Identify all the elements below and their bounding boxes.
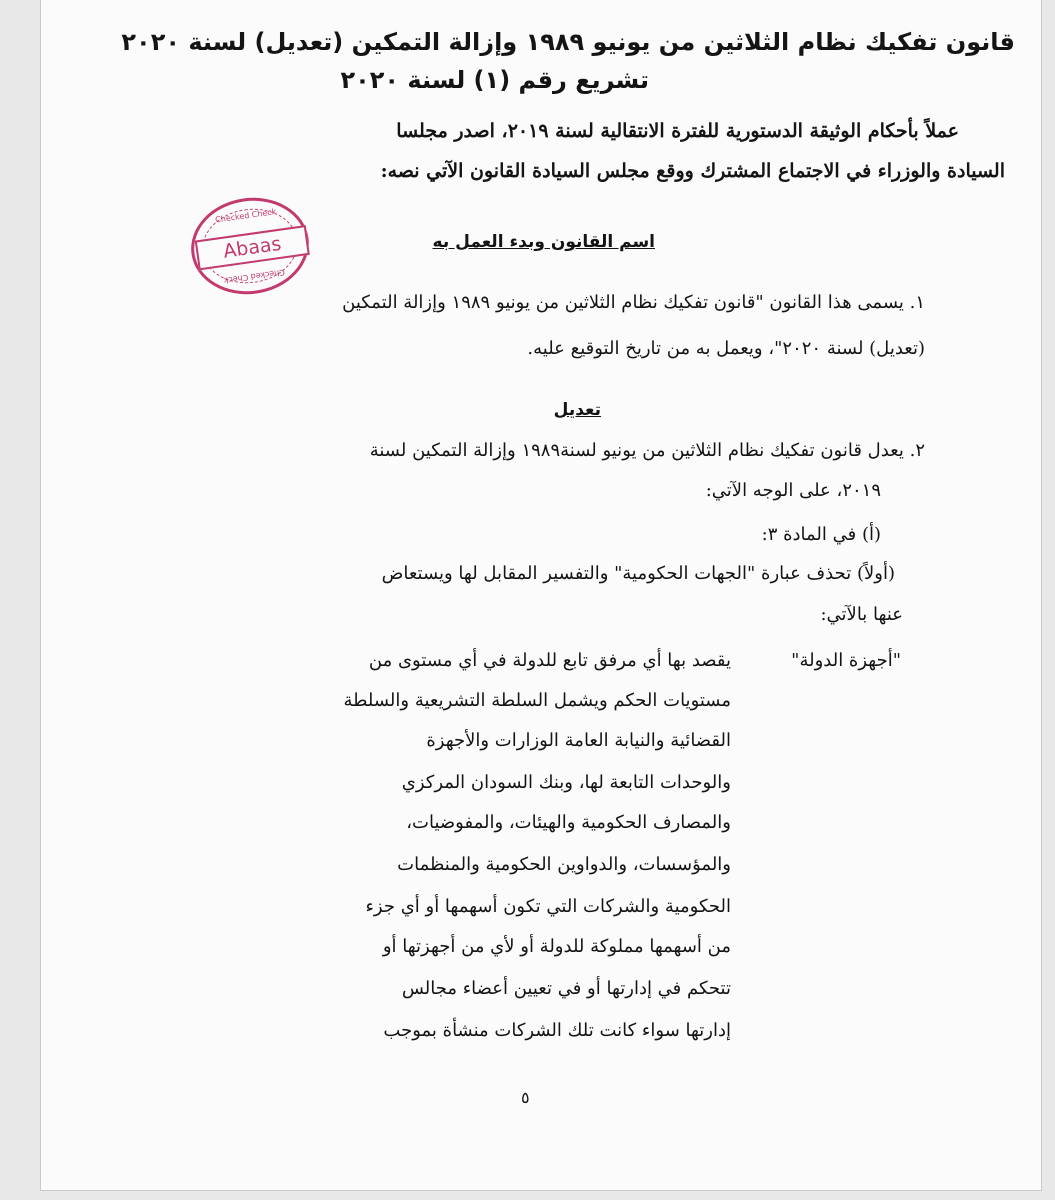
- stamp-arc-text-bottom: Checked Check: [223, 267, 286, 285]
- definition-line-5: والمصارف الحكومية والهيئات، والمفوضيات،: [406, 812, 731, 833]
- page-number: ٥: [521, 1088, 530, 1107]
- definition-line-7: الحكومية والشركات التي تكون أسهمها أو أي جزء: [365, 896, 731, 917]
- document-title-line-1: قانون تفكيك نظام الثلاثين من يونيو ١٩٨٩ وإزالة التمكين (تعديل) لسنة ٢٠٢٠: [121, 28, 1015, 56]
- definition-line-2: مستويات الحكم ويشمل السلطة التشريعية والسلطة: [343, 690, 731, 711]
- definition-line-9: تتحكم في إدارتها أو في تعيين أعضاء مجالس: [401, 978, 731, 999]
- section-heading-amendment: تعديل: [553, 400, 601, 420]
- clause-1-line-1: ١. يسمى هذا القانون "قانون تفكيك نظام الثلاثين من يونيو ١٩٨٩ وإزالة التمكين: [342, 292, 925, 313]
- clause-1-line-2: (تعديل) لسنة ٢٠٢٠"، ويعمل به من تاريخ التوقيع عليه.: [527, 338, 925, 359]
- definition-line-1: يقصد بها أي مرفق تابع للدولة في أي مستوى من: [368, 650, 731, 671]
- definition-line-10: إدارتها سواء كانت تلك الشركات منشأة بموجب: [383, 1020, 731, 1041]
- document-title-line-2: تشريع رقم (١) لسنة ٢٠٢٠: [340, 66, 649, 94]
- definition-line-6: والمؤسسات، والدواوين الحكومية والمنظمات: [397, 854, 731, 875]
- definition-line-3: القضائية والنيابة العامة الوزارات والأجهزة: [426, 730, 731, 751]
- preamble-line-2: السيادة والوزراء في الاجتماع المشترك ووقع مجلس السيادة القانون الآتي نصه:: [380, 160, 1005, 182]
- clause-2-a-first-line-2: عنها بالآتي:: [820, 604, 903, 625]
- definition-line-4: والوحدات التابعة لها، وبنك السودان المركزي: [401, 772, 731, 793]
- clause-2-line-2: ٢٠١٩، على الوجه الآتي:: [705, 480, 881, 501]
- clause-2-line-1: ٢. يعدل قانون تفكيك نظام الثلاثين من يونيو لسنة١٩٨٩ وإزالة التمكين لسنة: [369, 440, 925, 461]
- stamp-arc-text-top: Checked Check: [214, 207, 277, 225]
- preamble-line-1: عملاً بأحكام الوثيقة الدستورية للفترة الانتقالية لسنة ٢٠١٩، اصدر مجلسا: [396, 120, 959, 142]
- stamp-name: Abaas: [195, 225, 310, 270]
- definition-term: "أجهزة الدولة": [791, 650, 901, 671]
- checked-stamp: [185, 190, 315, 301]
- definition-line-8: من أسهمها مملوكة للدولة أو لأي من أجهزتها أو: [382, 936, 731, 957]
- clause-2-a-first-line-1: (أولاً) تحذف عبارة "الجهات الحكومية" والتفسير المقابل لها ويستعاض: [381, 563, 895, 584]
- clause-2-a: (أ) في المادة ٣:: [761, 524, 881, 545]
- section-heading-title-and-commencement: اسم القانون وبدء العمل به: [432, 232, 655, 252]
- document-page: [40, 0, 1042, 1191]
